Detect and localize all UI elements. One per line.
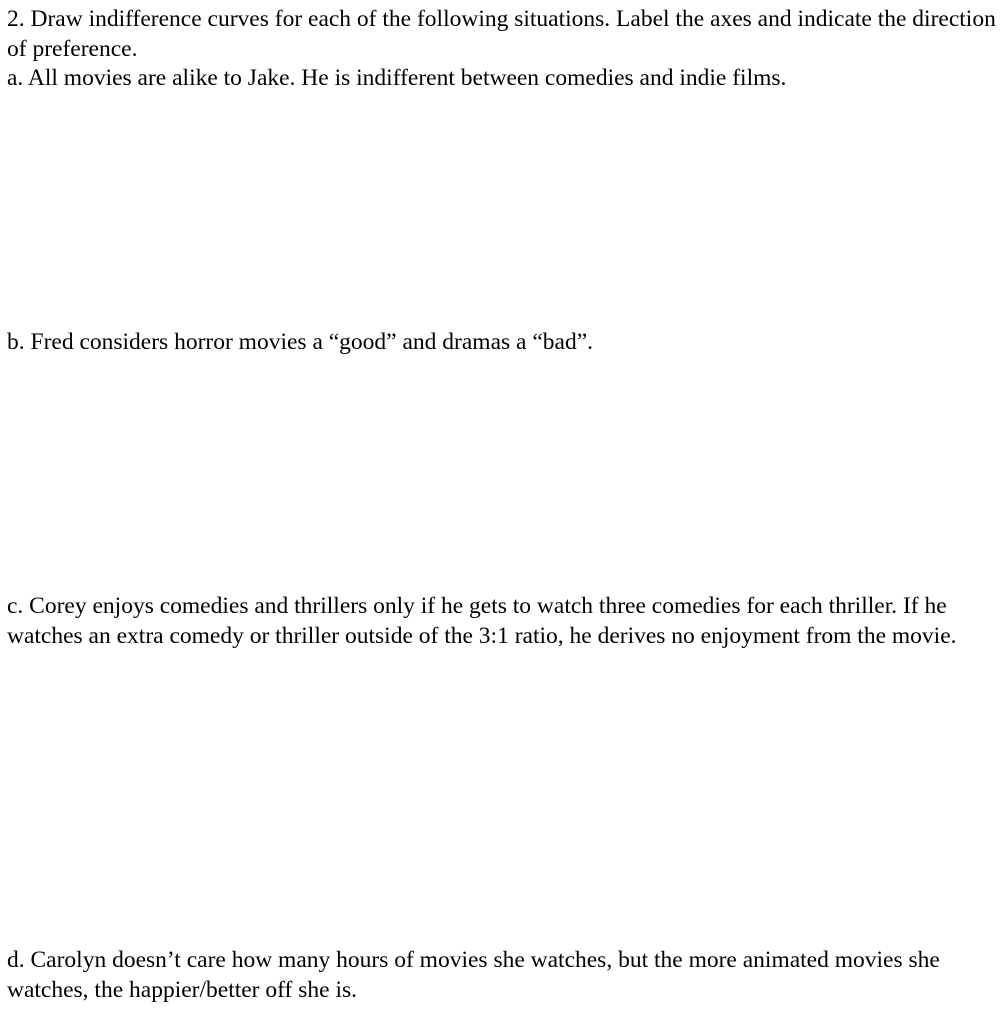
- question-part-b: b. Fred considers horror movies a “good” and dramas a “bad”.: [7, 329, 593, 355]
- question-part-d: d. Carolyn doesn’t care how many hours of movies she watches, but the more animated movies she watches, the happier/better off she is.: [7, 947, 940, 1003]
- question-part-c: c. Corey enjoys comedies and thrillers only if he gets to watch three comedies for each thriller. If he watches an extra comedy or thriller outside of the 3:1 ratio, he derives no enjoyment from the movie.: [7, 593, 957, 649]
- question-part-a: a. All movies are alike to Jake. He is indifferent between comedies and indie films.: [7, 65, 787, 91]
- question-intro: 2. Draw indifference curves for each of the following situations. Label the axes and indicate the direction of preference.: [7, 6, 996, 62]
